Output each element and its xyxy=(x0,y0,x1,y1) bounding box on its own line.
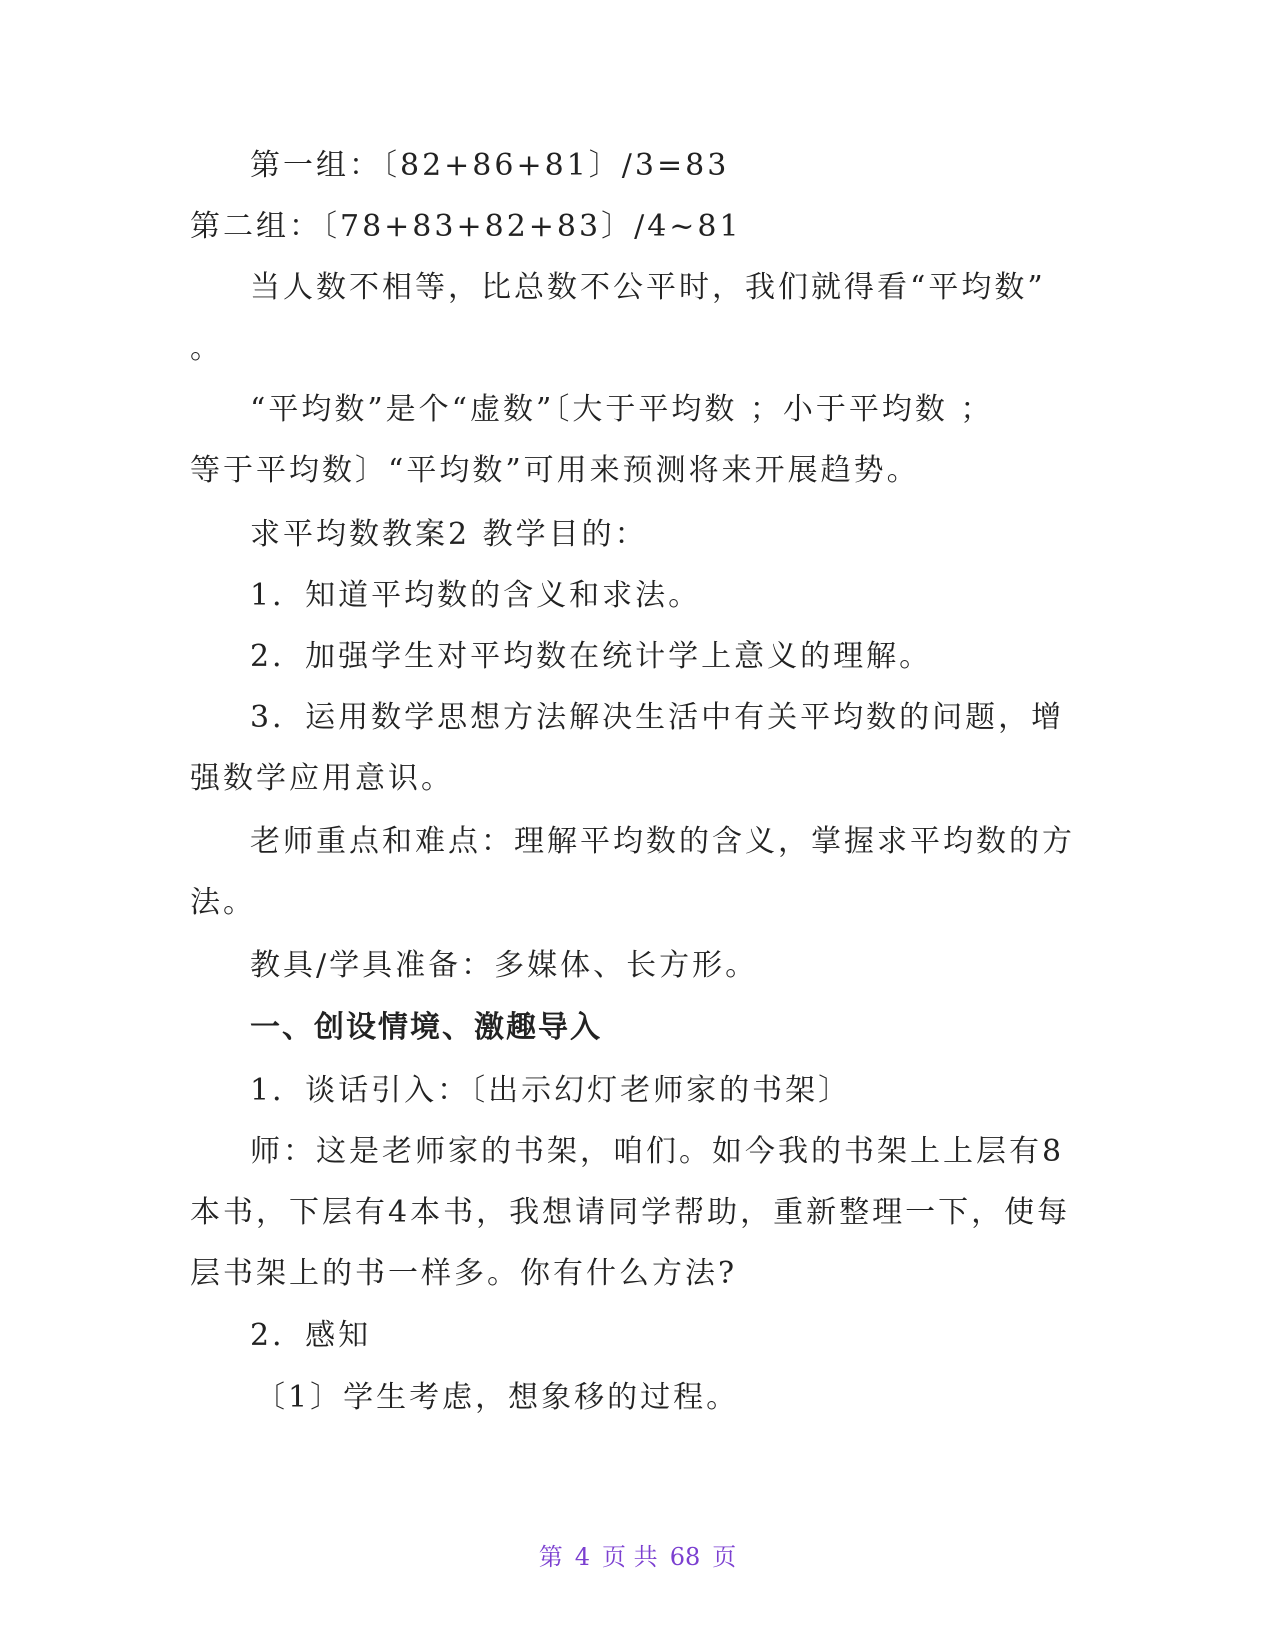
text-line: 老师重点和难点：理解平均数的含义，掌握求平均数的方 xyxy=(250,824,1075,859)
text-line: 强数学应用意识。 xyxy=(190,761,454,796)
text-line: 教具/学具准备：多媒体、长方形。 xyxy=(250,948,759,983)
total-pages-number: 68 xyxy=(669,1543,701,1571)
text-line: 层书架上的书一样多。你有什么方法? xyxy=(190,1256,738,1291)
text-line: 求平均数教案2 教学目的： xyxy=(250,517,648,552)
text-line: 本书，下层有4本书，我想请同学帮助，重新整理一下，使每 xyxy=(190,1195,1071,1230)
list-item: 1．知道平均数的含义和求法。 xyxy=(250,578,702,613)
text-line: 。 xyxy=(190,331,223,366)
text-line: 等于平均数〕“平均数”可用来预测将来开展趋势。 xyxy=(190,453,920,488)
list-item: 〔1〕学生考虑，想象移的过程。 xyxy=(255,1380,740,1415)
footer-middle: 页 共 xyxy=(602,1543,658,1571)
footer-suffix: 页 xyxy=(712,1543,737,1571)
section-heading: 一、创设情境、激趣导入 xyxy=(250,1010,602,1045)
text-line: 第二组：〔78+83+82+83〕/4~81 xyxy=(190,209,742,244)
list-item: 2．加强学生对平均数在统计学上意义的理解。 xyxy=(250,639,933,674)
text-line: 师：这是老师家的书架，咱们。如今我的书架上上层有8 xyxy=(250,1134,1065,1169)
page-footer xyxy=(0,1542,1275,1572)
list-item: 1．谈话引入：〔出示幻灯老师家的书架〕 xyxy=(250,1073,852,1108)
text-line: 法。 xyxy=(190,885,256,920)
current-page-number: 4 xyxy=(574,1543,591,1571)
list-item: 2．感知 xyxy=(250,1318,372,1353)
list-item: 3．运用数学思想方法解决生活中有关平均数的问题，增 xyxy=(250,700,1065,735)
text-line: “平均数”是个“虚数”〔大于平均数 ；小于平均数 ； xyxy=(250,392,994,427)
text-line: 当人数不相等，比总数不公平时，我们就得看“平均数” xyxy=(250,270,1046,305)
footer-prefix: 第 xyxy=(538,1543,563,1571)
text-line: 第一组：〔82+86+81〕/3=83 xyxy=(250,148,730,183)
